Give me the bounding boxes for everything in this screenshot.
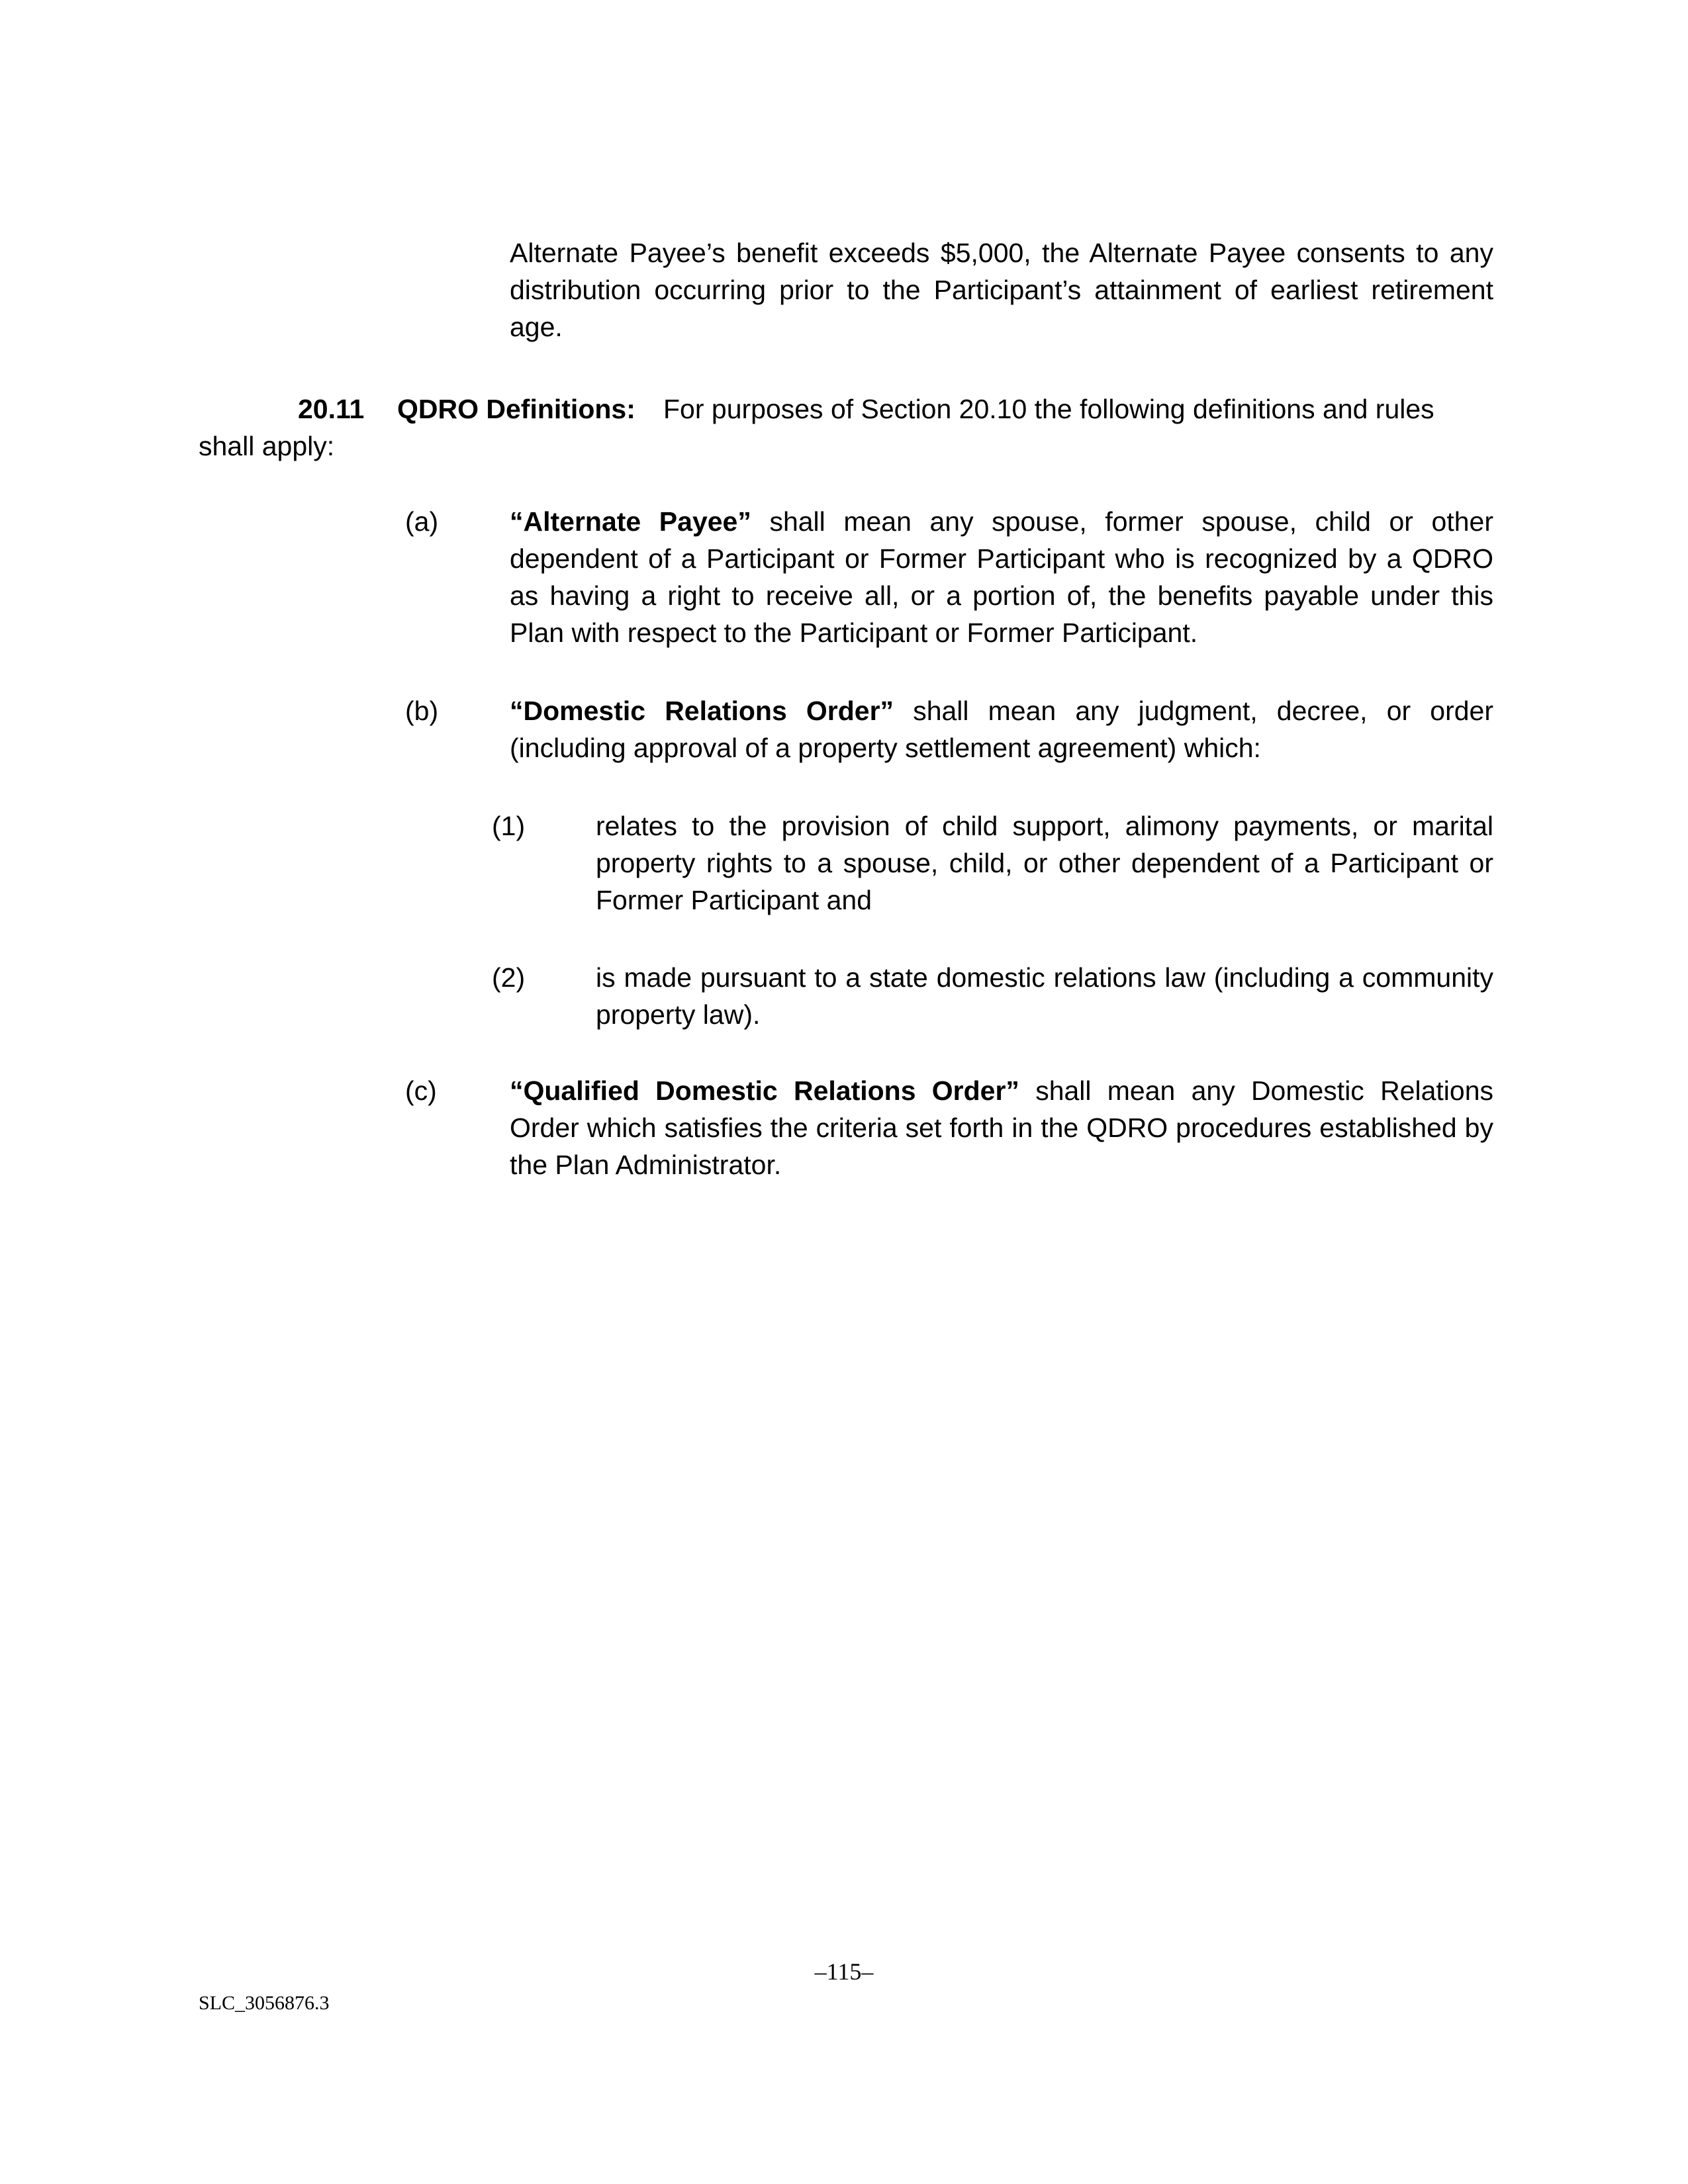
document-id: SLC_3056876.3	[199, 1992, 330, 2014]
item-a-text: shall mean any spouse, former spouse, child or other dependent of a Participant or Former Participant who is recognized by a QDRO as having a right to receive all, or a portion of, the benefits payable under this Plan with respect to the Participant or Former Participant.	[510, 506, 1493, 648]
item-c-paragraph	[510, 1072, 1493, 1183]
subitem-2-paragraph: is made pursuant to a state domestic relations law (including a community property law).	[596, 962, 1493, 1030]
page-number: –115–	[814, 1958, 874, 1985]
subitem-1-paragraph: relates to the provision of child support, alimony payments, or marital property rights to a spouse, child, or other dependent of a Participant or Former Participant and	[596, 811, 1493, 915]
subitem-1-label: (1)	[492, 811, 526, 841]
section-intro-continued: shall apply:	[199, 431, 335, 461]
continuation-paragraph: Alternate Payee’s benefit exceeds $5,000, the Alternate Payee consents to any distribution occurring prior to the Participant’s attainment of earliest retirement age.	[510, 238, 1493, 342]
item-b-paragraph	[510, 692, 1493, 766]
section-title: QDRO Definitions:	[397, 394, 635, 424]
item-a-label: (a)	[405, 506, 439, 537]
item-c-text: shall mean any Domestic Relations Order which satisfies the criteria set forth in the QDRO procedures established by the Plan Administrator.	[510, 1075, 1493, 1180]
item-b-label: (b)	[405, 696, 439, 726]
item-a-paragraph	[510, 503, 1493, 651]
item-b-text: shall mean any judgment, decree, or order (including approval of a property settlement agreement) which:	[510, 696, 1494, 763]
item-b-term: “Domestic Relations Order”	[510, 696, 894, 726]
item-a-term: “Alternate Payee”	[510, 506, 751, 537]
section-intro: For purposes of Section 20.10 the following definitions and rules	[663, 394, 1434, 424]
item-c-label: (c)	[405, 1075, 437, 1106]
section-number: 20.11	[298, 394, 365, 424]
item-c-term: “Qualified Domestic Relations Order”	[510, 1075, 1019, 1106]
subitem-2-label: (2)	[492, 962, 526, 993]
